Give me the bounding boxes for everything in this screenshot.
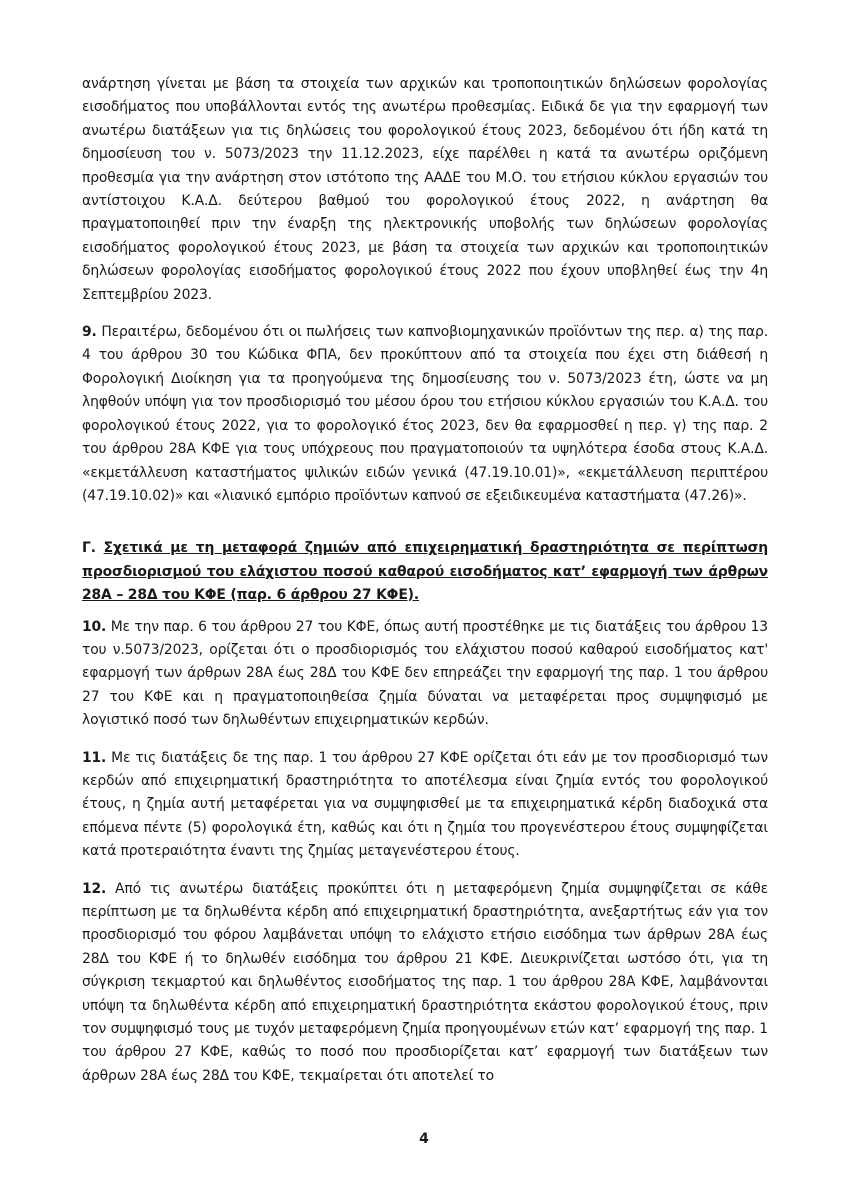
section-heading bbox=[82, 537, 768, 607]
paragraph-9 bbox=[82, 321, 768, 508]
paragraph-number: 11. bbox=[82, 749, 107, 766]
document-page bbox=[82, 73, 768, 1088]
paragraph-10 bbox=[82, 616, 768, 733]
section-heading-text: Σχετικά με τη μεταφορά ζημιών από επιχειρηματική δραστηριότητα σε περίπτωση προσδιορισμού του ελάχιστου ποσού καθαρού εισοδήματος κατ’ εφαρμογή των άρθρων 28Α – 28Δ του ΚΦΕ (παρ. 6 άρθρου 27 ΚΦΕ). bbox=[82, 540, 768, 604]
paragraph-text: Με την παρ. 6 του άρθρου 27 του ΚΦΕ, όπως αυτή προστέθηκε με τις διατάξεις του άρθρου 13 του ν.5073/2023, ορίζεται ότι ο προσδιορισμός του ελάχιστου ποσού καθαρού εισοδήματος κατ' εφαρμογή των άρθρων 28Α έως 28Δ του ΚΦΕ δεν επηρεάζει την εφαρμογή της παρ. 1 του άρθρου 27 του ΚΦΕ και η πραγματοποιηθείσα ζημία δύναται να μεταφέρεται προς συμψηφισμό με λογιστικό ποσό των δηλωθέντων επιχειρηματικών κερδών. bbox=[82, 618, 768, 729]
paragraph-text: Από τις ανωτέρω διατάξεις προκύπτει ότι η μεταφερόμενη ζημία συμψηφίζεται σε κάθε περίπτωση με τα δηλωθέντα κέρδη από επιχειρηματική δραστηριότητα, ανεξαρτήτως εάν για τον προσδιορισμό του φόρου λαμβάνεται υπόψη το ελάχιστο ετήσιο εισόδημα των άρθρων 28Α έως 28Δ του ΚΦΕ ή το δηλωθέν εισόδημα του άρθρου 21 ΚΦΕ. Διευκρινίζεται ωστόσο ότι, για τη σύγκριση τεκμαρτού και δηλωθέντος εισοδήματος της παρ. 1 του άρθρου 28Α ΚΦΕ, λαμβάνονται υπόψη τα δηλωθέντα κέρδη από επιχειρηματική δραστηριότητα εκάστου φορολογικού έτους, πριν τον συμψηφισμό τους με τυχόν μεταφερόμενη ζημία προηγουμένων ετών κατ’ εφαρμογή της παρ. 1 του άρθρου 27 ΚΦΕ, καθώς το ποσό που προσδιορίζεται κατ’ εφαρμογή των διατάξεων των άρθρων 28Α έως 28Δ του ΚΦΕ, τεκμαίρεται ότι αποτελεί το bbox=[82, 880, 768, 1084]
paragraph-number: 12. bbox=[82, 880, 107, 897]
paragraph-number: 9. bbox=[82, 324, 97, 341]
section-letter: Γ. bbox=[82, 540, 96, 557]
intro-paragraph: ανάρτηση γίνεται με βάση τα στοιχεία των αρχικών και τροποποιητικών δηλώσεων φορολογίας εισοδήματος που υποβάλλονται εντός της ανωτέρω προθεσμίας. Ειδικά δε για την εφαρμογή των ανωτέρω διατάξεων για τις δηλώσεις του φορολογικού έτους 2023, δεδομένου ότι ήδη κατά τη δημοσίευση του ν. 5073/2023 την 11.12.2023, είχε παρέλθει η κατά τα ανωτέρω οριζόμενη προθεσμία για την ανάρτηση στον ιστότοπο της ΑΑΔΕ του Μ.Ο. του ετήσιου κύκλου εργασιών του αντίστοιχου Κ.Α.Δ. δεύτερου βαθμού του φορολογικού έτους 2022, η ανάρτηση θα πραγματοποιηθεί πριν την έναρξη της ηλεκτρονικής υποβολής των δηλώσεων φορολογίας εισοδήματος φορολογικού έτους 2023, με βάση τα στοιχεία των αρχικών και τροποποιητικών δηλώσεων φορολογίας εισοδήματος φορολογικού έτους 2022 που έχουν υποβληθεί έως την 4η Σεπτεμβρίου 2023. bbox=[82, 76, 768, 303]
paragraph-text: Με τις διατάξεις δε της παρ. 1 του άρθρου 27 ΚΦΕ ορίζεται ότι εάν με τον προσδιορισμό των κερδών από επιχειρηματική δραστηριότητα το αποτέλεσμα είναι ζημία εντός του φορολογικού έτους, η ζημία αυτή μεταφέρεται για να συμψηφισθεί με τα επιχειρηματικά κέρδη διαδοχικά στα επόμενα πέντε (5) φορολογικά έτη, καθώς και ότι η ζημία του προγενέστερου έτους συμψηφίζεται κατά προτεραιότητα έναντι της ζημίας μεταγενέστερου έτους. bbox=[82, 749, 768, 860]
paragraph-number: 10. bbox=[82, 618, 107, 635]
page-number: 4 bbox=[419, 1131, 429, 1147]
paragraph-text: Περαιτέρω, δεδομένου ότι οι πωλήσεις των καπνοβιομηχανικών προϊόντων της περ. α) της παρ. 4 του άρθρου 30 του Κώδικα ΦΠΑ, δεν προκύπτουν από τα στοιχεία που έχει στη διάθεσή η Φορολογική Διοίκηση για τα προηγούμενα της δημοσίευσης του ν. 5073/2023 έτη, ώστε να μη ληφθούν υπόψη για τον προσδιορισμό του μέσου όρου του ετήσιου κύκλου εργασιών του Κ.Α.Δ. του φορολογικού έτους 2022, για το φορολογικό έτος 2023, δεν θα εφαρμοσθεί η περ. γ) της παρ. 2 του άρθρου 28Α ΚΦΕ για τους υπόχρεους που πραγματοποιούν τα υψηλότερα έσοδα στους Κ.Α.Δ. «εκμετάλλευση καταστήματος ψιλικών ειδών γενικά (47.19.10.01)», «εκμετάλλευση περιπτέρου (47.19.10.02)» και «λιανικό εμπόριο προϊόντων καπνού σε εξειδικευμένα καταστήματα (47.26)». bbox=[82, 324, 768, 504]
paragraph-12 bbox=[82, 878, 768, 1089]
paragraph-11 bbox=[82, 747, 768, 864]
